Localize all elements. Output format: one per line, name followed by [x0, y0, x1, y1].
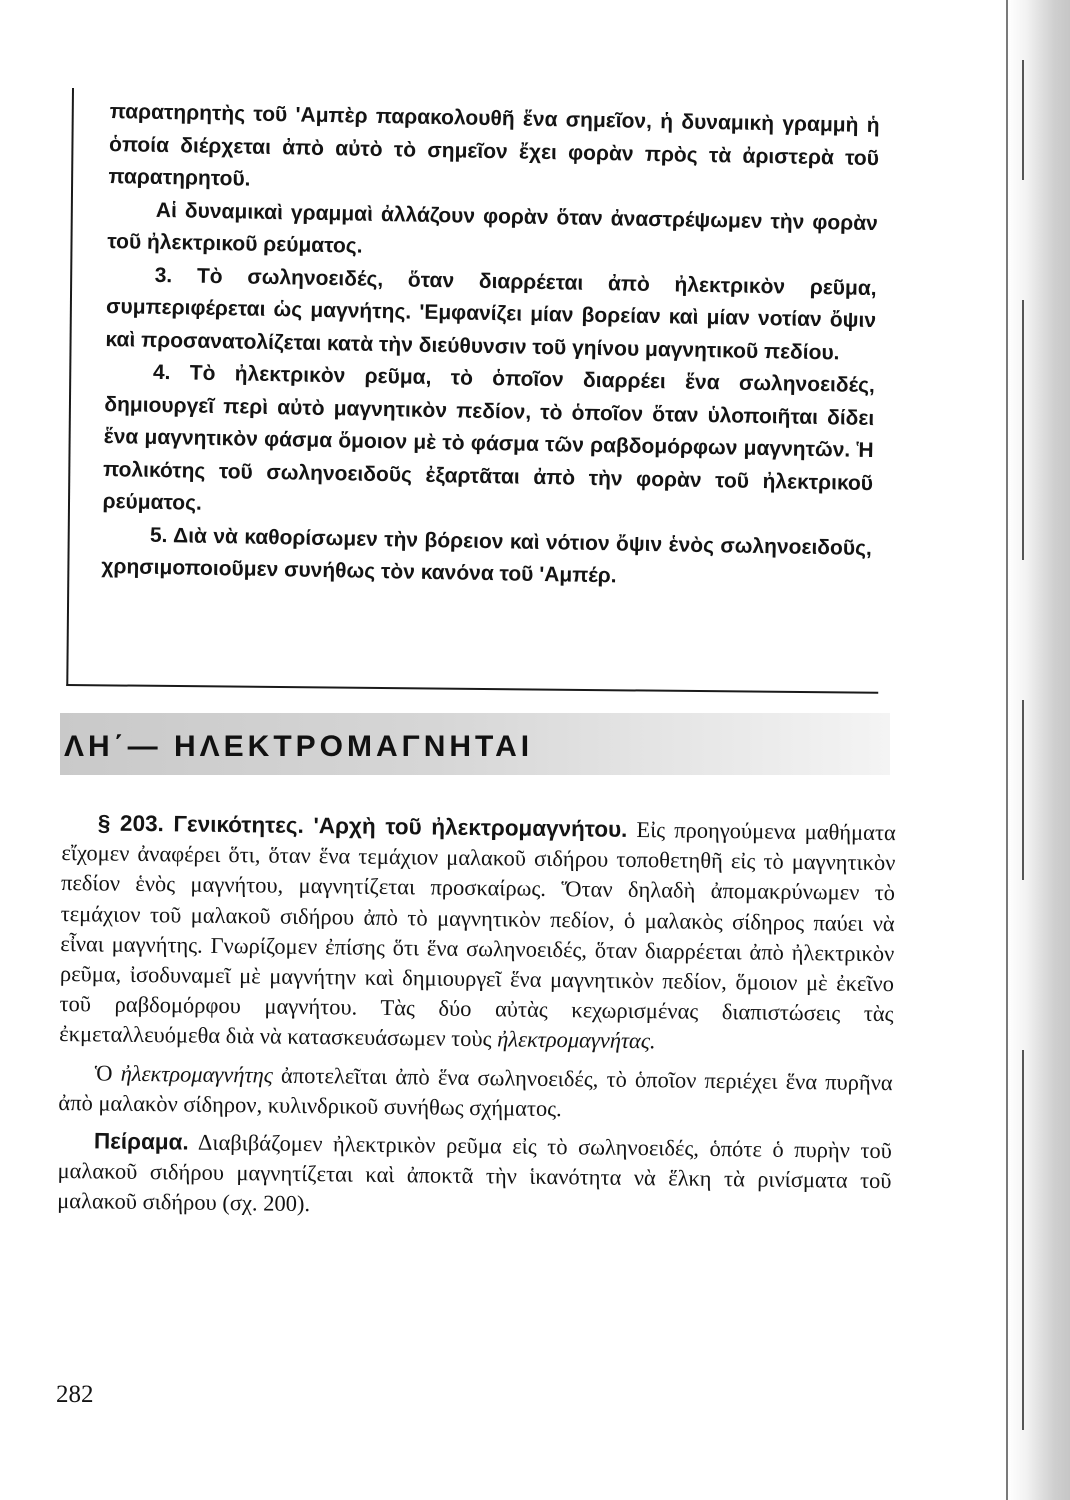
section-text: Εἰς προηγούμενα μαθήματα εἴχομεν ἀναφέρει ὅτι, ὅταν ἕνα τεμάχιον μαλακοῦ σιδήρου τοποθετηθῆ εἰς τὸ μαγνητικὸν πεδίον ἑνὸς μαγνήτου, μαγνητίζεται προσκαίρως. Ὅταν δηλαδὴ ἀπομακρύνωμεν τὸ τεμάχιον τοῦ μαλακοῦ σιδήρου ἀπὸ τὸ μαγνητικὸν πεδίον, ὁ μαλακὸς σίδηρος παύει νὰ εἶναι μαγνήτης. Γνωρίζομεν ἐπίσης ὅτι ἕνα σωληνοειδές, ὅταν διαρρέεται ἀπὸ ἠλεκτρικὸν ρεῦμα, ἰσοδυναμεῖ μὲ μαγνήτην καὶ δημιουργεῖ ἕνα μαγνητικὸν πεδίον, ὅμοιον μὲ ἐκεῖνο τοῦ ραβδομόρφου μαγνήτου. Τὰς δύο αὐτὰς κεχωρισμένας διαπιστώσεις τὰς ἐκμεταλλευόμεθα διὰ νὰ κατασκευάσωμεν τοὺς: [59, 816, 896, 1052]
section-term: ἠλεκτρομαγνήτας.: [497, 1026, 656, 1054]
section-body: [57, 808, 896, 1227]
section-heading: § 203. Γενικότητες. 'Αρχὴ τοῦ ἠλεκτρομαγνήτου.: [97, 810, 628, 842]
section-paragraph: [58, 1058, 893, 1129]
section-text: Ὁ: [94, 1060, 121, 1086]
summary-box: [101, 96, 880, 598]
section-paragraph: [57, 1126, 892, 1227]
section-text: ἀποτελεῖται ἀπὸ ἕνα σωληνοειδές, τὸ ὁποῖον περιέχει ἕνα πυρῆνα ἀπὸ μαλακὸν σίδηρον, κυλινδρικοῦ συνήθως σχήματος.: [58, 1062, 893, 1121]
section-paragraph: [59, 808, 896, 1060]
spine-mark: [1022, 1050, 1024, 1430]
spine-mark: [1022, 700, 1024, 880]
summary-paragraph: 4. Τὸ ἠλεκτρικὸν ρεῦμα, τὸ ὁποῖον διαρρέει ἕνα σωληνοειδές, δημιουργεῖ περὶ αὐτὸ μαγνητικὸν πεδίον, τὸ ὁποῖον ὅταν ὑλοποιῆται δίδει ἕνα μαγνητικὸν φάσμα ὅμοιον μὲ τὸ φάσμα τῶν ραβδομόρφων μαγνητῶν. Ἡ πολικότης τοῦ σωληνοειδοῦς ἐξαρτᾶται ἀπὸ τὴν φορὰν τοῦ ἠλεκτρικοῦ ρεύματος.: [102, 360, 876, 515]
chapter-title: ΛΗ΄— ΗΛΕΚΤΡΟΜΑΓΝΗΤΑΙ: [64, 730, 534, 763]
summary-paragraph: παρατηρητὴς τοῦ 'Αμπὲρ παρακολουθῆ ἕνα σημεῖον, ἡ δυναμικὴ γραμμὴ ἡ ὁποία διέρχεται ἀπὸ αὐτὸ τὸ σημεῖον ἔχει φορὰν πρὸς τὰ ἀριστερὰ τοῦ παρατηρητοῦ.: [108, 99, 880, 191]
spine-mark: [1022, 300, 1024, 560]
summary-paragraph: 3. Τὸ σωληνοειδές, ὅταν διαρρέεται ἀπὸ ἠλεκτρικὸν ρεῦμα, συμπεριφέρεται ὡς μαγνήτης. 'Εμφανίζει μίαν βορείαν καὶ μίαν νοτίαν ὄψιν καὶ προσανατολίζεται κατὰ τὴν διεύθυνσιν τοῦ γηίνου μαγνητικοῦ πεδίου.: [105, 263, 877, 364]
summary-paragraph: 5. Διὰ νὰ καθορίσωμεν τὴν βόρειον καὶ νότιον ὄψιν ἑνὸς σωληνοειδοῦς, χρησιμοποιοῦμεν συνήθως τὸν κανόνα τοῦ 'Αμπέρ.: [101, 523, 873, 588]
experiment-label: Πείραμα.: [93, 1128, 189, 1155]
summary-paragraph: Αἱ δυναμικαὶ γραμμαὶ ἀλλάζουν φορὰν ὅταν ἀναστρέψωμεν τὴν φορὰν τοῦ ἠλεκτρικοῦ ρεύματος.: [107, 198, 879, 258]
experiment-text: Διαβιβάζομεν ἠλεκτρικὸν ρεῦμα εἰς τὸ σωληνοειδές, ὁπότε ὁ πυρὴν τοῦ μαλακοῦ σιδήρου μαγνητίζεται καὶ ἀποκτᾶ τὴν ἱκανότητα νὰ ἕλκη τὰ ρινίσματα τοῦ μαλακοῦ σιδήρου (σχ. 200).: [57, 1129, 893, 1217]
page-number: 282: [56, 1381, 94, 1408]
spine-mark: [1022, 60, 1024, 180]
book-spine-shadow: [1006, 0, 1070, 1500]
section-term: ἠλεκτρομαγνήτης: [120, 1060, 274, 1088]
